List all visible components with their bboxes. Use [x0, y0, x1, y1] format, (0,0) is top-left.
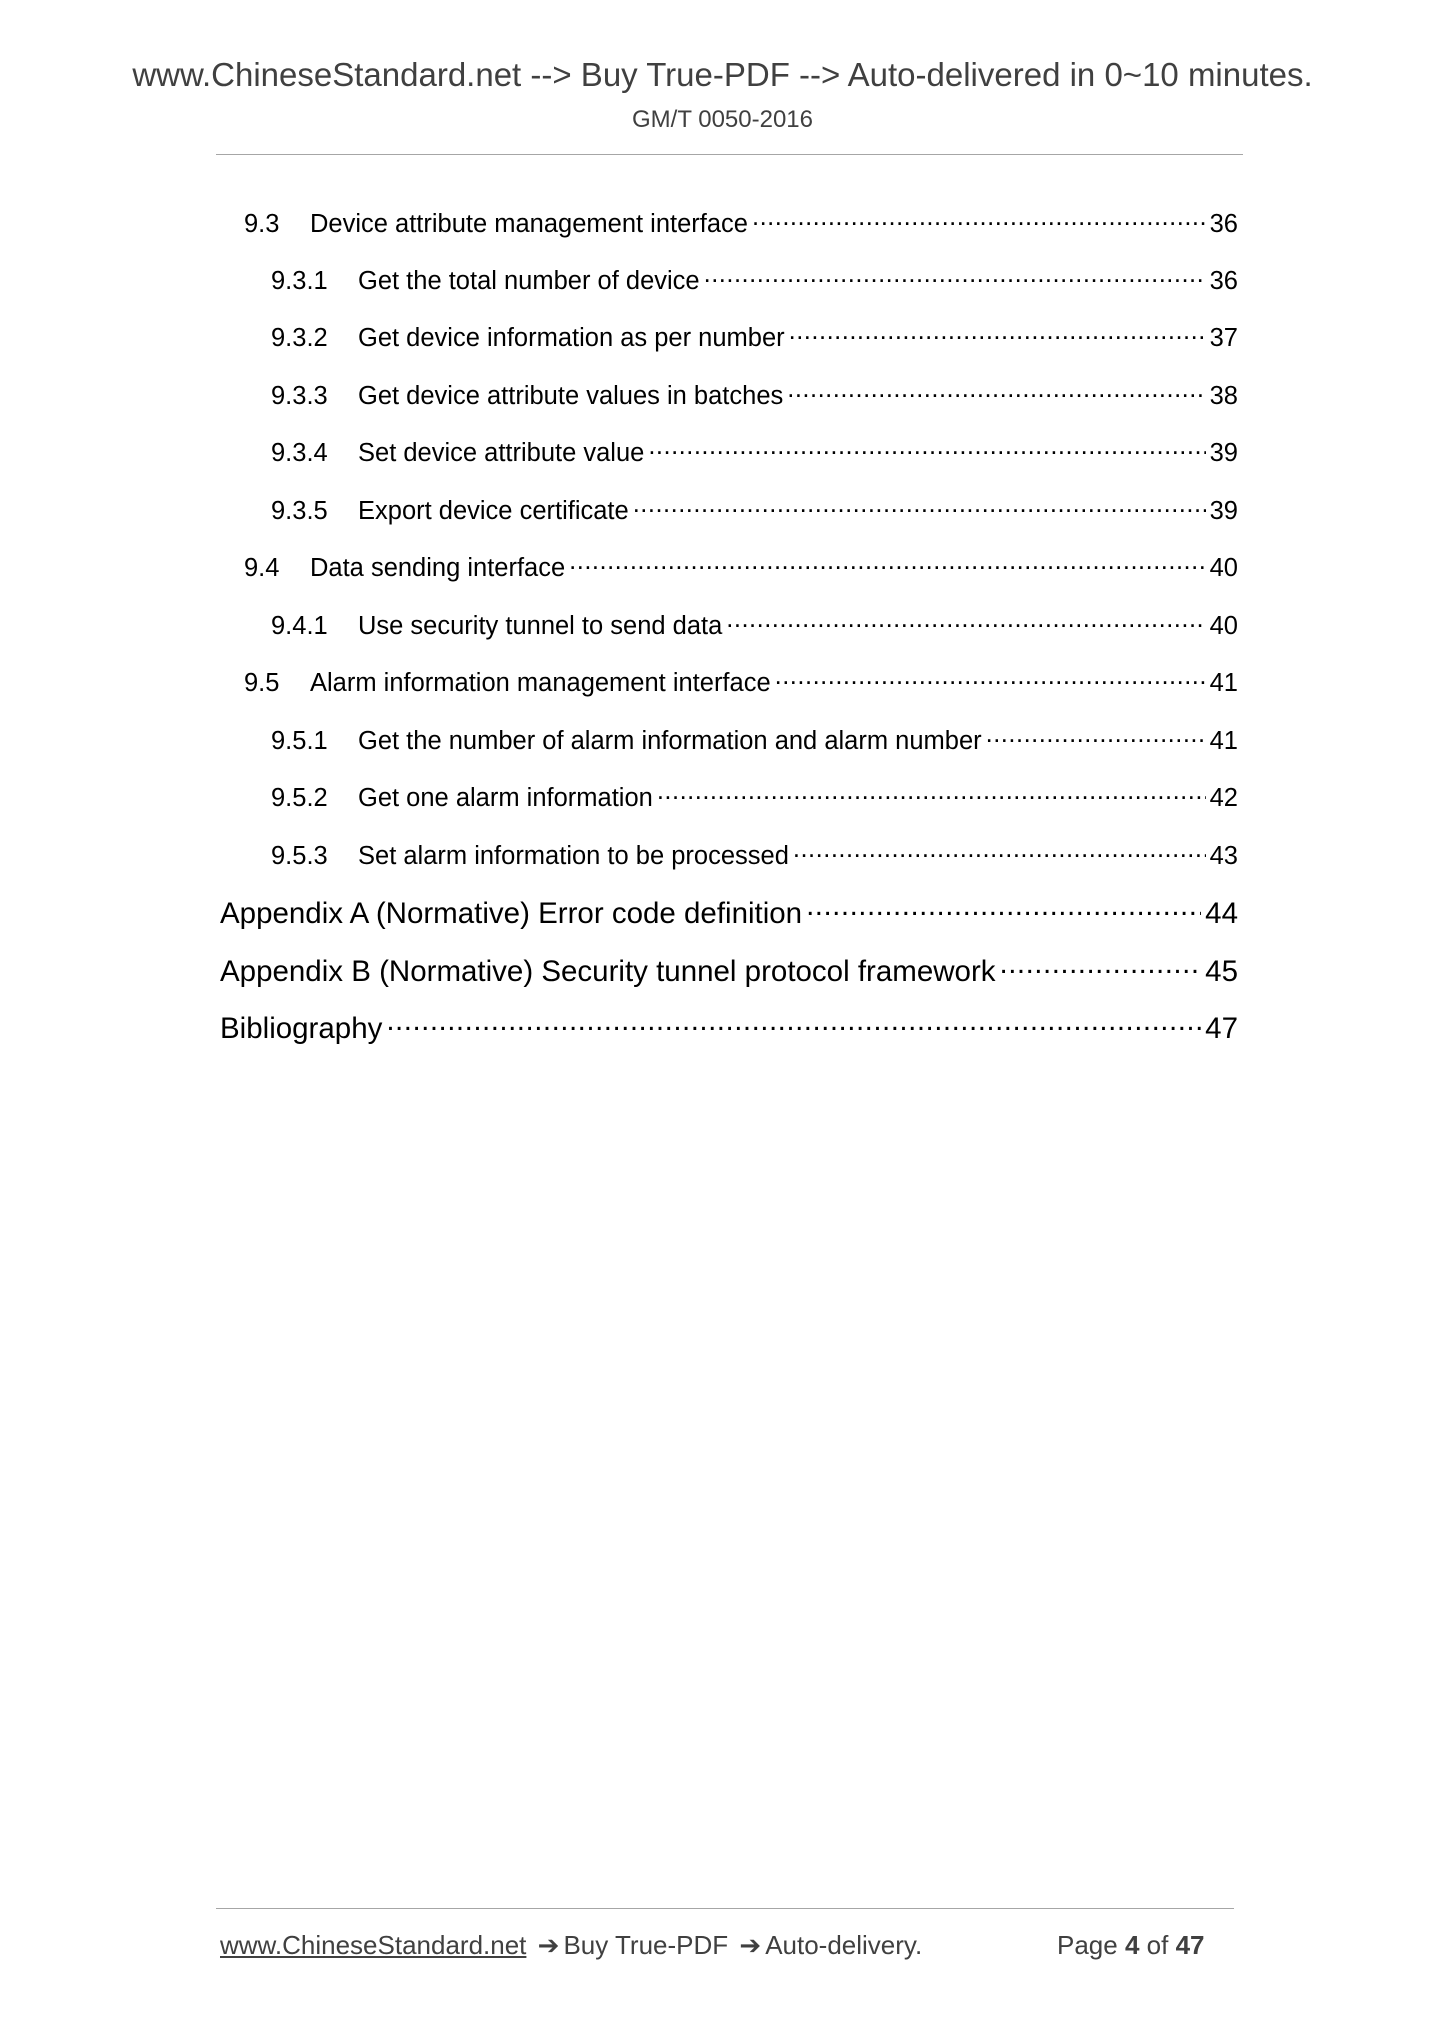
toc-entry-title: Set alarm information to be processed — [358, 841, 789, 870]
toc-entry-number: 9.5.1 — [271, 726, 328, 755]
toc-entry-title: Set device attribute value — [358, 438, 645, 467]
page-indicator — [1057, 1930, 1205, 1961]
right-arrow-icon: ➔ — [739, 1930, 762, 1960]
toc-dot-leader — [569, 550, 1205, 576]
toc-entry-page: 39 — [1209, 496, 1238, 525]
footer-divider — [216, 1908, 1234, 1909]
toc-entry-page: 39 — [1209, 438, 1238, 467]
toc-entry-title: Get the total number of device — [358, 266, 700, 295]
footer-promo — [220, 1930, 922, 1961]
toc-entry[interactable] — [271, 723, 1238, 763]
right-arrow-icon: ➔ — [537, 1930, 560, 1960]
header-banner: www.ChineseStandard.net --> Buy True-PDF --> Auto-delivered in 0~10 minutes. — [132, 56, 1313, 93]
toc-dot-leader — [657, 780, 1206, 806]
toc-entry-page: 42 — [1209, 783, 1238, 812]
toc-entry[interactable] — [271, 435, 1238, 475]
toc-dot-leader — [648, 435, 1205, 461]
toc-entry-title: Bibliography — [220, 1011, 383, 1045]
footer-buy-text: Buy True-PDF — [563, 1930, 729, 1960]
toc-entry[interactable] — [271, 378, 1238, 418]
toc-entry-page: 41 — [1209, 668, 1238, 697]
toc-dot-leader — [775, 665, 1206, 691]
toc-entry-appendix-a[interactable] — [220, 893, 1238, 933]
toc-entry-bibliography[interactable] — [220, 1008, 1238, 1048]
toc-entry-number: 9.5.2 — [271, 783, 328, 812]
toc-entry-number: 9.3 — [244, 209, 280, 238]
toc-dot-leader — [787, 378, 1205, 404]
toc-dot-leader — [986, 723, 1206, 749]
page-current: 4 — [1124, 1930, 1140, 1960]
toc-entry-title: Get one alarm information — [358, 783, 653, 812]
toc-entry-title: Get the number of alarm information and alarm number — [358, 726, 982, 755]
toc-entry[interactable] — [271, 320, 1238, 360]
header-divider — [216, 154, 1243, 155]
toc-entry-title: Appendix A (Normative) Error code definition — [220, 896, 803, 930]
toc-entry-number: 9.4.1 — [271, 611, 328, 640]
toc-entry-number: 9.4 — [244, 553, 280, 582]
toc-dot-leader — [752, 206, 1206, 232]
toc-entry-appendix-b[interactable] — [220, 951, 1238, 991]
toc-entry[interactable] — [271, 838, 1238, 878]
toc-entry-title: Alarm information management interface — [310, 668, 771, 697]
toc-entry-title: Get device attribute values in batches — [358, 381, 784, 410]
toc-entry[interactable] — [244, 206, 1238, 246]
toc-entry-page: 43 — [1209, 841, 1238, 870]
toc-entry[interactable] — [271, 608, 1238, 648]
toc-entry-title: Appendix B (Normative) Security tunnel protocol framework — [220, 954, 996, 988]
page-total: 47 — [1175, 1930, 1205, 1960]
toc-entry-number: 9.5 — [244, 668, 280, 697]
toc-entry-page: 45 — [1205, 954, 1238, 988]
toc-dot-leader — [789, 320, 1206, 346]
toc-entry[interactable] — [271, 263, 1238, 303]
toc-entry[interactable] — [271, 493, 1238, 533]
toc-entry-page: 47 — [1205, 1011, 1238, 1045]
toc-entry-title: Export device certificate — [358, 496, 629, 525]
toc-entry-page: 36 — [1209, 266, 1238, 295]
toc-entry-number: 9.3.5 — [271, 496, 328, 525]
footer-delivery-text: Auto-delivery. — [765, 1930, 923, 1960]
toc-entry[interactable] — [244, 665, 1238, 705]
toc-entry[interactable] — [271, 780, 1238, 820]
toc-entry[interactable] — [244, 550, 1238, 590]
footer-site-link[interactable]: www.ChineseStandard.net — [220, 1930, 527, 1960]
toc-entry-page: 40 — [1209, 553, 1238, 582]
toc-entry-number: 9.3.1 — [271, 266, 328, 295]
standard-code: GM/T 0050-2016 — [632, 106, 813, 133]
page-label: Page — [1057, 1930, 1118, 1960]
toc-entry-title: Device attribute management interface — [310, 209, 748, 238]
toc-dot-leader — [793, 838, 1206, 864]
toc-entry-page: 38 — [1209, 381, 1238, 410]
toc-dot-leader — [726, 608, 1205, 634]
toc-entry-title: Data sending interface — [310, 553, 566, 582]
toc-dot-leader — [806, 893, 1201, 923]
toc-entry-page: 44 — [1205, 896, 1238, 930]
toc-dot-leader — [633, 493, 1206, 519]
toc-entry-number: 9.3.3 — [271, 381, 328, 410]
toc-entry-number: 9.3.2 — [271, 323, 328, 352]
toc-entry-page: 37 — [1209, 323, 1238, 352]
toc-dot-leader — [1000, 951, 1202, 981]
toc-dot-leader — [386, 1008, 1201, 1038]
toc-entry-page: 40 — [1209, 611, 1238, 640]
toc-entry-page: 36 — [1209, 209, 1238, 238]
toc-entry-number: 9.3.4 — [271, 438, 328, 467]
page-of-label: of — [1146, 1930, 1169, 1960]
toc-entry-number: 9.5.3 — [271, 841, 328, 870]
toc-dot-leader — [704, 263, 1206, 289]
toc-entry-page: 41 — [1209, 726, 1238, 755]
toc-entry-title: Get device information as per number — [358, 323, 785, 352]
toc-entry-title: Use security tunnel to send data — [358, 611, 723, 640]
